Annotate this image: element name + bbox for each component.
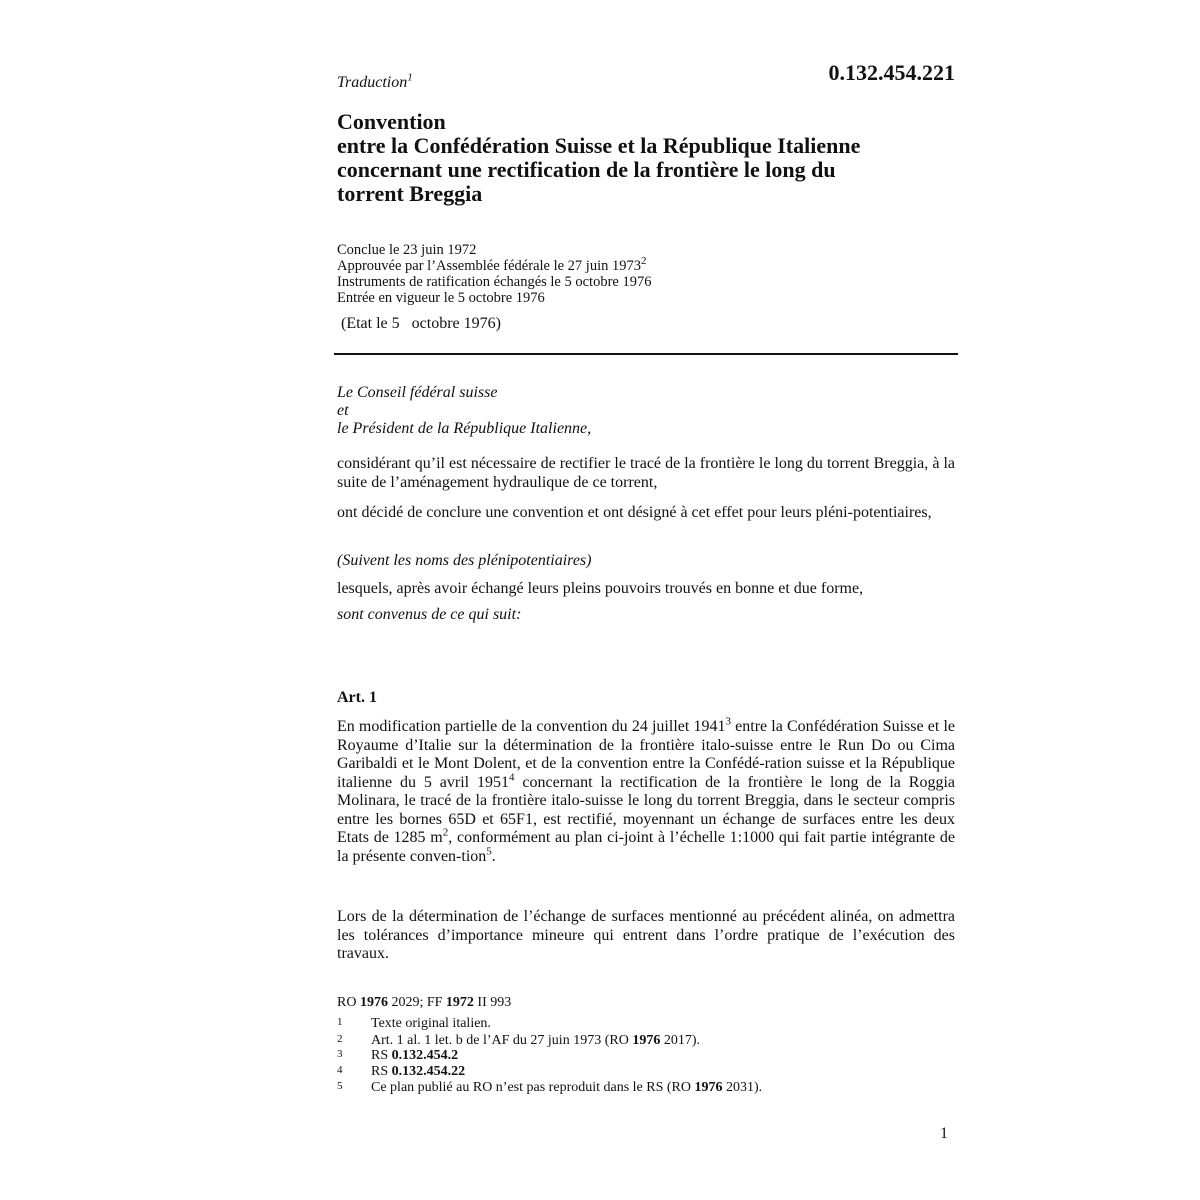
title-line: torrent Breggia (337, 181, 483, 206)
party-1: Le Conseil fédéral suisse (337, 384, 498, 401)
footnote-text: Ce plan publié au RO n’est pas reproduit dans le RS (RO (371, 1080, 695, 1095)
preamble-lesquels: lesquels, après avoir échangé leurs pleins pouvoirs trouvés en bonne et due forme, (337, 580, 864, 597)
article-text: . (491, 847, 496, 865)
source-ff-rest: II 993 (473, 995, 512, 1010)
source-ro-page: 2029; FF (387, 995, 446, 1010)
footnote-bold: 1976 (694, 1080, 723, 1095)
footnote-number: 2 (337, 1033, 343, 1045)
source-reference (337, 995, 511, 1011)
footnote-ref[interactable]: 2 (641, 255, 647, 268)
article-text: En modification partielle de la convention du 24 juillet 1941 (337, 718, 726, 735)
article-1-paragraph-2: Lors de la détermination de l’échange de surfaces mentionné au précédent alinéa, on admettra les tolérances d’importance mineure qui entrent dans l’ordre pratique de l’exécution des travaux. (337, 908, 955, 962)
article-text: concernant la rectification de la frontière le long de la Roggia Molinara, le tracé de la frontière italo-suisse le long du torrent Breggia, dans le secteur compris entre les bornes 65D et 65F1, est rectifié, moyennant un échange de surfaces entre les deux Etats de 1285 m (337, 773, 956, 846)
header-divider (334, 353, 958, 355)
source-ro: RO (337, 995, 360, 1010)
article-text: , conformément au plan ci-joint à l’échelle 1:1000 qui fait partie intégrante de la présente conven-tion (337, 829, 956, 865)
traduction-text: Traduction (337, 74, 408, 91)
meta-etat: (Etat le 5 octobre 1976) (341, 315, 501, 332)
title-line: concernant une rectification de la frontière le long du (337, 157, 836, 182)
footnote-ref[interactable]: 3 (725, 715, 731, 728)
article-1-heading: Art. 1 (337, 689, 377, 706)
footnote-4 (337, 1064, 465, 1079)
document-metadata (337, 242, 651, 306)
footnote-text: Art. 1 al. 1 let. b de l’AF du 27 juin 1973 (RO (371, 1033, 633, 1048)
footnote-number: 3 (337, 1048, 343, 1060)
footnote-number: 1 (337, 1016, 343, 1028)
party-2: le Président de la République Italienne, (337, 420, 592, 437)
footnote-ref[interactable]: 5 (486, 845, 492, 858)
footnote-text: RS (371, 1048, 392, 1063)
footnote-bold[interactable]: 0.132.454.2 (391, 1048, 459, 1063)
footnote-bold: 1976 (632, 1033, 661, 1048)
superscript-2: 2 (442, 826, 449, 839)
preamble-plenipotentiaires: (Suivent les noms des plénipotentiaires) (337, 552, 592, 569)
meta-entree: Entrée en vigueur le 5 octobre 1976 (337, 290, 545, 306)
source-ro-year: 1976 (359, 995, 388, 1010)
page-number: 1 (940, 1125, 948, 1142)
rs-number: 0.132.454.221 (828, 60, 955, 85)
footnote-3 (337, 1048, 458, 1063)
contracting-parties (337, 384, 591, 438)
preamble-considerant: considérant qu’il est nécessaire de rectifier le tracé de la frontière le long du torrent Breggia, à la suite de l’aménagement hydraulique de ce torrent, (337, 455, 955, 491)
footnote-1 (337, 1016, 491, 1031)
title-line: entre la Confédération Suisse et la République Italienne (337, 133, 861, 158)
preamble-decide: ont décidé de conclure une convention et ont désigné à cet effet pour leurs pléni-potentiaires, (337, 504, 932, 521)
source-ff-year: 1972 (445, 995, 474, 1010)
meta-approuvee-text: Approuvée par l’Assemblée fédérale le 27 juin 1973 (337, 258, 641, 274)
meta-approuvee (337, 255, 651, 274)
footnote-text: RS (371, 1064, 392, 1079)
footnote-ref[interactable]: 1 (407, 71, 413, 84)
footnote-text: Texte original italien. (371, 1016, 491, 1031)
footnote-number: 5 (337, 1080, 343, 1092)
footnote-ref[interactable]: 4 (509, 771, 515, 784)
traduction-label (337, 71, 413, 92)
footnote-text: 2017). (660, 1033, 700, 1048)
article-1-paragraph-1 (337, 715, 956, 866)
article-text: entre la Confédération Suisse et le Royaume d’Italie sur la détermination de la frontière italo-suisse entre le Run Do ou Cima Garibaldi et le Mont Dolent, et de la convention entre la Confédé-ration suisse et la République italienne du 5 avril 1951 (337, 718, 955, 791)
footnote-number: 4 (337, 1064, 343, 1076)
footnote-bold[interactable]: 0.132.454.22 (391, 1064, 466, 1079)
footnote-2 (337, 1033, 700, 1048)
preamble-convenus: sont convenus de ce qui suit: (337, 606, 522, 623)
footnote-5 (337, 1080, 762, 1095)
party-conjunction: et (337, 402, 349, 419)
meta-conclue: Conclue le 23 juin 1972 (337, 242, 477, 258)
footnote-text: 2031). (722, 1080, 763, 1095)
document-title (337, 110, 957, 206)
title-line: Convention (337, 109, 446, 134)
meta-instruments: Instruments de ratification échangés le 5 octobre 1976 (337, 274, 652, 290)
